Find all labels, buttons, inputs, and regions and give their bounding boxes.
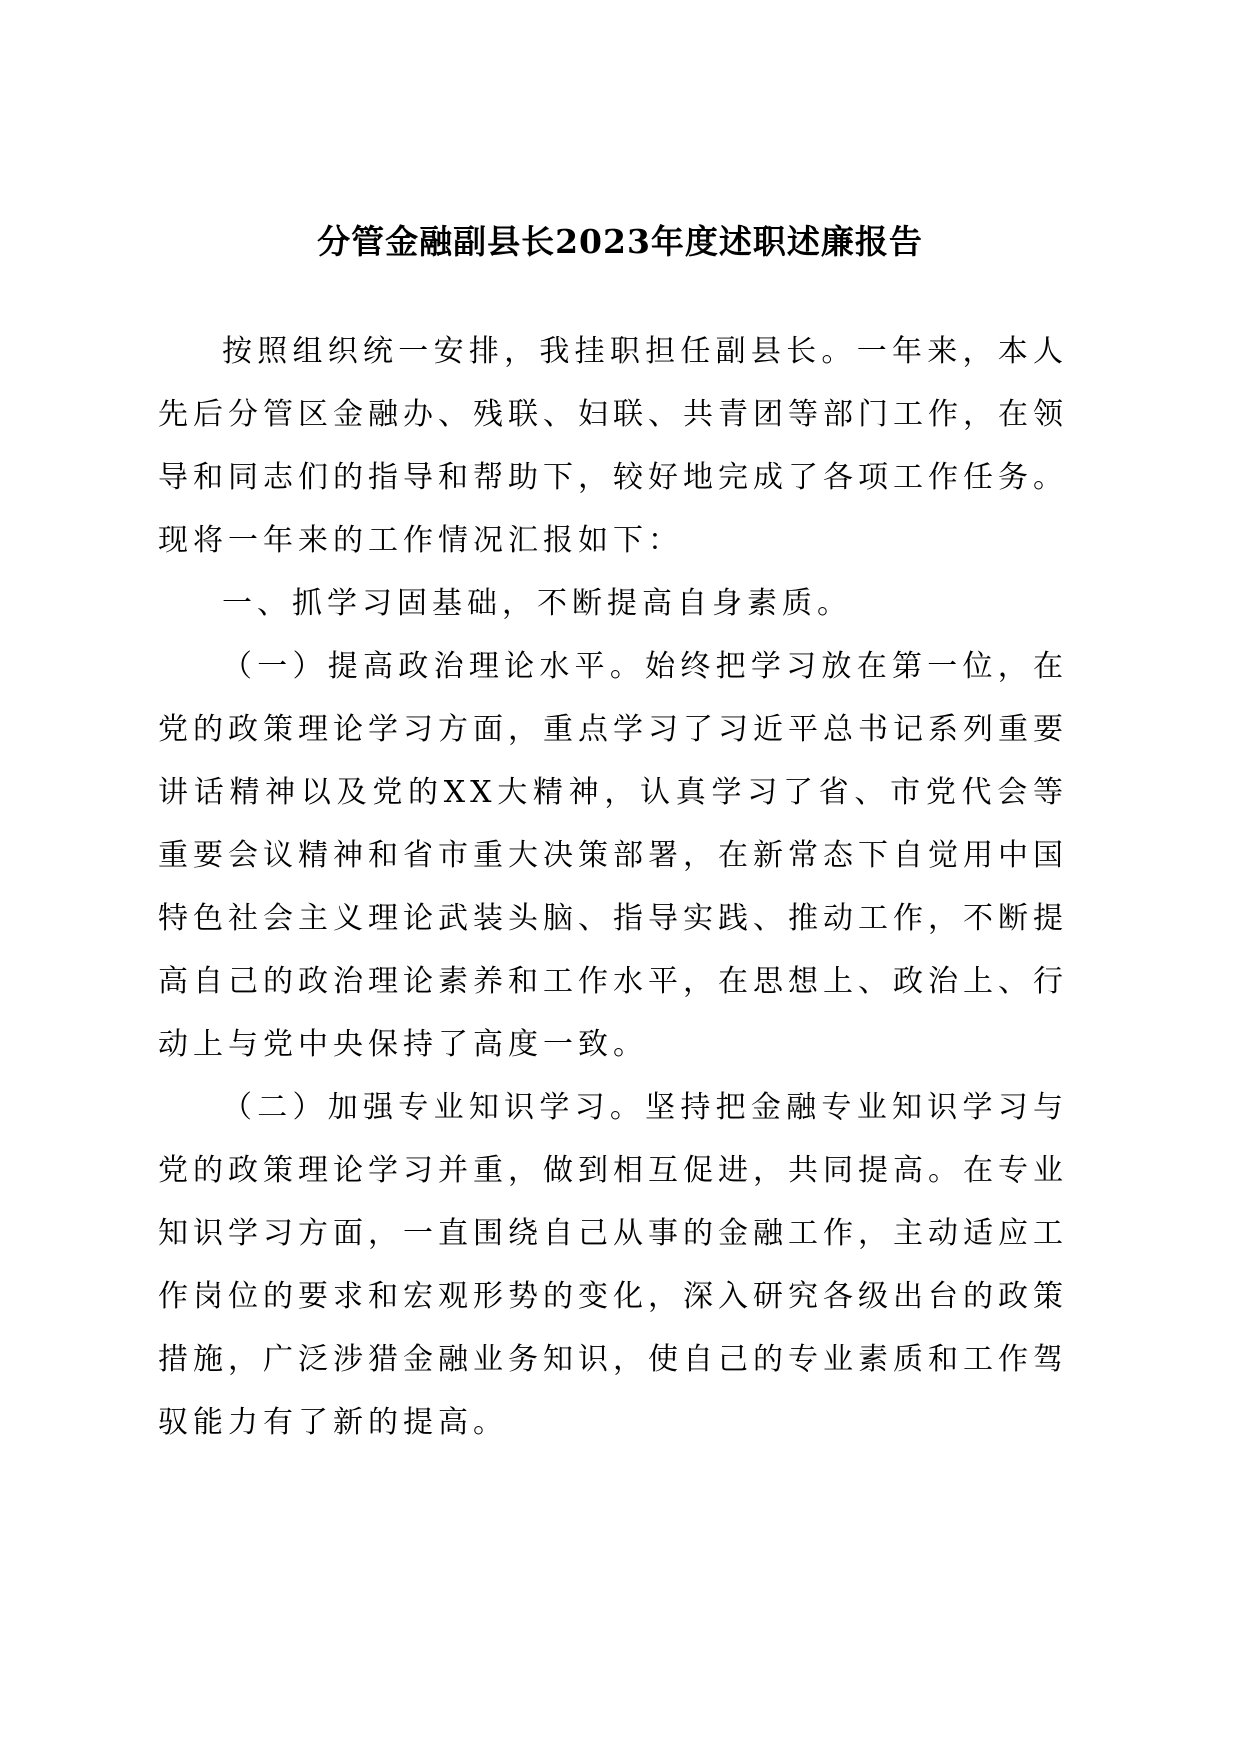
subsection-political-theory: （一）提高政治理论水平。始终把学习放在第一位，在党的政策理论学习方面，重点学习了习近平总书记系列重要讲话精神以及党的XX大精神，认真学习了省、市党代会等重要会议精神和省市重大决策部署，在新常态下自觉用中国特色社会主义理论武装头脑、指导实践、推动工作，不断提高自己的政治理论素养和工作水平，在思想上、政治上、行动上与党中央保持了高度一致。 [158,649,1068,1062]
document-title: 分管金融副县长2023年度述职述廉报告 [317,222,923,261]
document-body [158,320,1068,1454]
subsection-professional-knowledge: （二）加强专业知识学习。坚持把金融专业知识学习与党的政策理论学习并重，做到相互促进，共同提高。在专业知识学习方面，一直围绕自己从事的金融工作，主动适应工作岗位的要求和宏观形势的变化，深入研究各级出台的政策措施，广泛涉猎金融业务知识，使自己的专业素质和工作驾驭能力有了新的提高。 [158,1090,1068,1440]
paragraph-intro: 按照组织统一安排，我挂职担任副县长。一年来，本人先后分管区金融办、残联、妇联、共青团等部门工作，在领导和同志们的指导和帮助下，较好地完成了各项工作任务。现将一年来的工作情况汇报如下： [158,334,1068,558]
section-heading-1: 一、抓学习固基础，不断提高自身素质。 [222,586,852,621]
